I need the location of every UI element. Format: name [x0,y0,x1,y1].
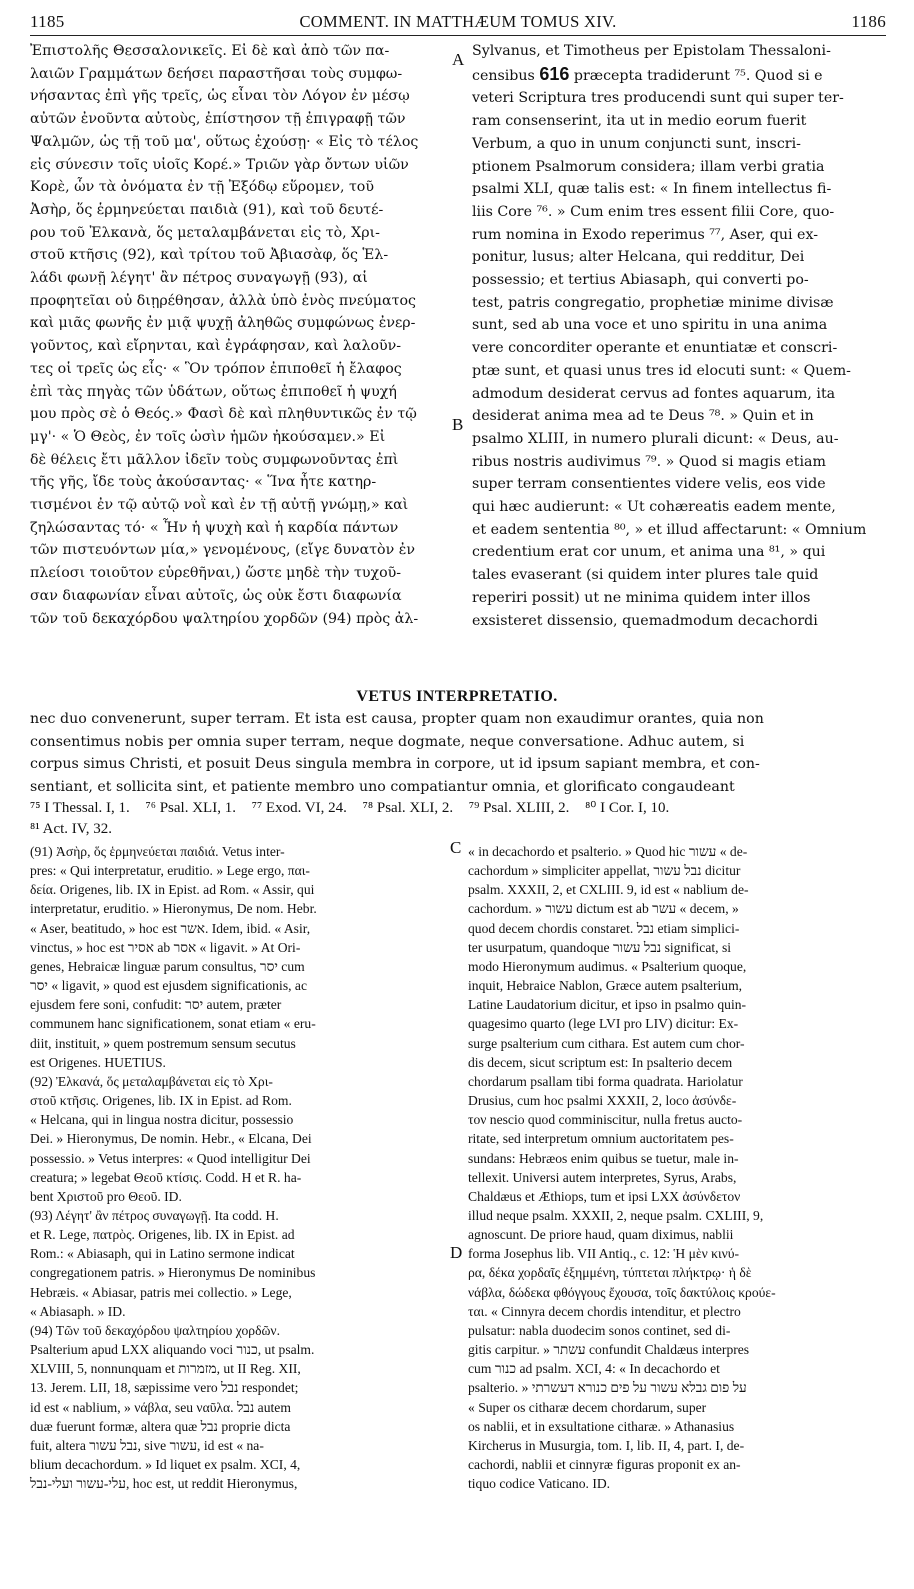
vetus-line: nec duo convenerunt, super terram. Et ista est causa, propter quam non exaudimur orantes, quia non [30,711,764,727]
note-line: ται. « Cinnyra decem chordis intenditur, et plectro [468,1303,741,1319]
note-line: blium decachordum. » Id liquet ex psalm. XCI, 4, [30,1457,301,1472]
latin-line: possessio; et tertius Abiasaph, qui converti po- [472,272,809,289]
margin-mark-c: C [450,838,462,857]
greek-line: γοῦντος, καὶ εἴρηνται, καὶ ἐγράφησαν, καὶ λαλοῦν- [30,338,402,355]
greek-line: λάδι φωνῇ λέγητ' ἂν πέτρος συναγωγῇ (93), αἱ [30,270,368,287]
note-line: δεία. Origenes, lib. IX in Epist. ad Rom. « Assir, qui [30,882,315,898]
note-line: congregationem patris. » Hieronymus De nominibus [30,1265,316,1281]
note-line: os nablii, et in exsultatione citharæ. » Athanasius [468,1418,735,1434]
greek-line: προφητεῖαι οὐ διῃρέθησαν, ἀλλὰ ὑπὸ ἑνὸς πνεύματος [30,292,416,309]
note-line: (93) Λέγητ' ἂν πέτρος συναγωγῇ. Ita codd. H. [30,1207,279,1223]
greek-line: τῆς γῆς, ἴδε τοὺς ἀκούσαντας· « Ἵνα ἦτε κατηρ- [30,474,377,491]
greek-line: τισμένοι ἐν τῷ αὐτῷ νοῒ καὶ ἐν τῇ αὐτῇ γνώμῃ,» καὶ [30,497,409,514]
note-line: psalterio. » על פום גבלא עשור על פים כנורא דעשרתי [468,1380,747,1396]
reference: ⁷⁵ I Thessal. I, 1. [30,800,130,816]
vetus-line: sentiant, et sollicita sint, et patiente membro uno compatiantur omnia, et glorificato congaudeant [30,779,735,796]
latin-line: Sylvanus, et Timotheus per Epistolam Thessaloni- [472,43,831,59]
note-line: cachordum. » עשור dictum est ab עשר « decem, » [468,901,739,917]
notes-left-column [30,842,448,1493]
note-line: « Abiasaph. » ID. [30,1303,126,1319]
latin-line: ram consenserint, ita ut in medio eorum fuerit [472,113,807,130]
note-line: gitis carpitur. » עשתר confundit Chaldæus interpres [468,1342,750,1358]
latin-line: super terram consentientes videre velis, eos vide [472,476,826,493]
note-line: ρα, δέκα χορδαῖς ἐξημμένη, τύπτεται πλήκτρῳ· ἡ δὲ [468,1265,752,1281]
note-line: עלי-עשור ועלי-נבל, hoc est, ut reddit Hieronymus, [30,1476,298,1492]
note-line: forma Josephus lib. VII Antiq., c. 12: Ἡ μὲν κινύ- [468,1246,740,1262]
note-line: tiquo codice Vaticano. ID. [468,1476,611,1492]
note-line: bent Χριστοῦ pro Θεοῦ. ID. [30,1188,182,1204]
greek-line: Ἐπιστολῆς Θεσσαλονικεῖς. Εἰ δὲ καὶ ἀπὸ τῶν πα- [30,43,390,59]
latin-line: admodum desiderat cervus ad fontes aquarum, ita [472,385,836,402]
greek-line: δὲ θέλεις ἔτι μᾶλλον ἰδεῖν τοὺς συμφωνοῦντας ἐπὶ [30,451,399,468]
note-line: fuit, altera נבל עשור, sive עשור, id est « na- [30,1437,264,1453]
note-line: duæ fuerunt formæ, altera quæ נבל proprie dicta [30,1418,291,1434]
note-line: pres: « Qui interpretatur, eruditio. » Lege ergo, παι- [30,863,310,879]
latin-line: ptionem Psalmorum considera; illam verbi gratia [472,158,825,175]
note-line: τον nescio quod comminiscitur, nulla fretus aucto- [468,1112,743,1128]
note-line: στοῦ κτῆσις. Origenes, lib. IX in Epist. ad Rom. [30,1093,292,1109]
latin-line: ribus nostris audivimus ⁷⁹. » Quod si magis etiam [472,453,826,470]
note-line: XLVIII, 5, nonnunquam et מזמרות, ut II Reg. XII, [30,1361,301,1377]
right-page-number: 1186 [851,12,886,31]
latin-line: liis Core ⁷⁶. » Cum enim tres essent filii Core, quo- [472,203,835,220]
note-line: chordarum psallam tibi forma quadrata. Hariolatur [468,1073,743,1089]
greek-line: Κορὲ, ὧν τὰ ὀνόματα ἐν τῇ Ἐξόδῳ εὕρομεν, τοῦ [30,179,374,196]
note-line: יסר « ligavit, » quod est ejusdem significationis, ac [30,978,307,994]
greek-line: καὶ μιᾶς φωνῆς ἐν μιᾷ ψυχῇ ἀληθῶς συμφώνως ἐνερ- [30,315,416,332]
note-line: est Origenes. HUETIUS. [30,1054,166,1070]
note-line: genes, Hebraicæ linguæ parum consultus, יסר cum [30,958,305,974]
note-line: modo Hieronymum audimus. « Psalterium quoque, [468,958,747,974]
latin-line-fragment: censibus [472,67,535,84]
header-rule [30,35,886,36]
note-line: quod decem chordis constaret. נבל etiam simplici- [468,920,740,936]
greek-text-column [30,40,450,630]
latin-line: vere concorditer operante et enuntiatæ et conscri- [472,340,838,357]
note-line: Latine Laudatorium dicitur, et ipso in psalmo quin- [468,997,747,1013]
scripture-references [30,798,888,840]
vetus-line: consentimus nobis per omnia super terram, neque dogmate, neque conversatione. Adhuc autem, si [30,733,745,750]
greek-line: σαν διαφωνίαν εἶναι αὐτοῖς, ὡς οὐκ ἔστι διαφωνία [30,587,402,604]
greek-line: στοῦ κτῆσις (92), καὶ τρίτου τοῦ Ἀβιασὰφ, ὅς Ἑλ- [30,247,389,264]
latin-line: tales evaserant (si quidem inter plures tale quid [472,567,819,584]
latin-line: psalmo XLIII, in numero plurali dicunt: « Deus, au- [472,430,839,447]
left-page-number: 1185 [30,12,65,31]
note-line: cachordum » simpliciter appellat, נבל עשור dicitur [468,863,741,879]
note-line: ritate, sed interpretum omnium auctoritatem pes- [468,1131,734,1147]
note-line: cachordi, nablii et cinnyræ figuras proponit ex an- [468,1457,741,1472]
greek-line: ἐπὶ τὰς πηγὰς τῶν ὑδάτων, οὕτως ἐπιποθεῖ ἡ ψυχή [30,383,397,400]
latin-line-with-column-number [472,63,890,88]
reference: ⁷⁷ Exod. VI, 24. [251,800,347,816]
greek-line: ρου τοῦ Ἐλκανὰ, ὅς μεταλαμβάνεται εἰς τὸ, Χρι- [30,224,380,241]
note-line: pulsatur: nabla duodecim sonos continet, sed di- [468,1322,731,1338]
note-line: id est « nablium, » νάβλα, seu ναῦλα. נבל autem [30,1399,291,1415]
note-line: « Aser, beatitudo, » hoc est אשר. Idem, ibid. « Asir, [30,920,311,936]
greek-line: λαιῶν Γραμμάτων δεήσει παραστῆσαι τοὺς συμφω- [30,65,403,82]
reference: ⁷⁶ Psal. XLI, 1. [145,800,236,816]
reference: ⁷⁹ Psal. XLIII, 2. [468,800,570,816]
note-line: ter usurpatum, quandoque נבל עשור significat, si [468,939,732,955]
greek-line: Ἀσὴρ, ὅς ἑρμηνεύεται παιδιὰ (91), καὶ τοῦ δευτέ- [30,201,384,218]
note-line: illud neque psalm. XXXII, 2, neque psalm. CXLIII, 9, [468,1207,764,1223]
note-line: Psalterium apud LXX aliquando voci כנור, ut psalm. [30,1342,315,1358]
note-line: et R. Lege, πατρὸς. Origenes, lib. IX in Epist. ad [30,1227,295,1243]
latin-line: veteri Scriptura tres producendi sunt qui super ter- [472,90,844,107]
note-line: « Super os citharæ decem chordarum, super [468,1399,707,1415]
greek-line: αὐτῶν ἐνοῦντα αὐτοὺς, ἐπίστησον τῇ ἐπιγραφῇ τῶν [30,111,406,128]
latin-line: credentium erat cor unum, et anima una ⁸¹, » qui [472,544,826,561]
latin-line: qui hæc audierunt: « Ut cohæreatis eadem mente, [472,499,836,516]
note-line: interpretatur, eruditio. » Hieronymus, De nom. Hebr. [30,901,317,917]
greek-line: πλείοσι τοιοῦτον εὑρεθῆναι,) ὥστε μηδὲ τὴν τυχοῦ- [30,565,402,582]
note-line: 13. Jerem. LII, 18, sæpissime vero נבל respondet; [30,1380,299,1396]
column-number-616: 616 [539,63,570,84]
note-line: cum כנור ad psalm. XCI, 4: « In decachordo et [468,1361,720,1377]
reference: ⁸⁰ I Cor. I, 10. [585,800,670,816]
latin-line: desiderat anima mea ad te Deus ⁷⁸. » Quin et in [472,408,814,425]
note-line: communem hanc significationem, sonat etiam « eru- [30,1016,316,1032]
note-line: dis decem, sicut scriptum est: In psalterio decem [468,1054,733,1070]
greek-line: τες οἱ τρεῖς ὡς εἷς· « Ὃν τρόπον ἐπιποθεῖ ἡ ἔλαφος [30,360,402,377]
latin-line: ptæ sunt, et quasi unus tres id elocuti sunt: « Quem- [472,362,851,379]
latin-line: ponitur, lusus; alter Helcana, qui redditur, Dei [472,249,805,266]
vetus-interpretatio-heading: VETUS INTERPRETATIO. [356,688,558,705]
latin-line: reperiri possit) ut ne minima quidem inter illos [472,589,811,606]
greek-line: νήσαντας ἐπὶ γῆς τρεῖς, ὡς εἶναι τὸν Λόγον ἐν μέσῳ [30,88,410,105]
greek-line: εἰς σύνεσιν τοῖς υἱοῖς Κορέ.» Τριῶν γὰρ ὄντων υἱῶν [30,156,409,173]
note-line: νάβλα, δώδεκα φθόγγους ἔχουσα, τοῖς δακτύλοις κρούε- [468,1284,776,1300]
note-line: « in decachordo et psalterio. » Quod hic עשור « de- [468,844,748,859]
reference: ⁷⁸ Psal. XLI, 2. [362,800,454,816]
note-line: Drusius, cum hoc psalmi XXXII, 2, loco ἀσύνδε- [468,1093,737,1109]
note-line: Chaldæus et Æthiops, tum et ipsi LXX ἀσύνδετον [468,1188,741,1204]
running-title: COMMENT. IN MATTHÆUM TOMUS XIV. [299,12,617,31]
greek-line: Ψαλμῶν, ὡς τῇ τοῦ μα', οὕτως ἐχούσῃ· « Εἰς τὸ τέλος [30,133,419,150]
latin-text-column [472,40,890,632]
note-line: psalm. XXXII, 2, et CXLIII. 9, id est « nablium de- [468,882,749,898]
note-line: diit, instituit, » quem postremum sensum secutus [30,1035,296,1051]
latin-line: exsisteret dissensio, quemadmodum decachordi [472,612,818,629]
note-line: « Helcana, qui in lingua nostra dicitur, possessio [30,1112,294,1128]
note-line: sundans: Hebræos enim quibus se tuetur, male in- [468,1150,739,1166]
note-line: (92) Ἐλκανά, ὅς μεταλαμβάνεται εἰς τὸ Χρι- [30,1073,273,1089]
note-line: inquit, Hebraice Nablon, Græce autem psalterium, [468,978,743,994]
latin-line-fragment: præcepta tradiderunt ⁷⁵. Quod si e [573,67,823,84]
note-line: possessio. » Vetus interpres: « Quod intelligitur Dei [30,1150,311,1166]
latin-line: psalmi XLI, quæ talis est: « In finem intellectus fi- [472,181,832,198]
latin-line: test, patris congregatio, prophetiæ minime divisæ [472,294,834,311]
note-line: agnoscunt. De priore haud, quam diximus, nablii [468,1227,734,1243]
running-header [30,8,886,36]
note-line: Kircherus in Musurgia, tom. I, lib. II, 4, part. I, de- [468,1437,745,1453]
margin-mark-a: A [452,50,465,69]
margin-mark-d: D [450,1243,463,1262]
note-line: surge psalterium cum cithara. Est autem cum chor- [468,1035,745,1051]
greek-line: τῶν τοῦ δεκαχόρδου ψαλτηρίου χορδῶν (94) πρὸς ἀλ- [30,610,419,627]
note-line: Rom.: « Abiasaph, qui in Latino sermone indicat [30,1246,295,1262]
margin-mark-b: B [452,415,464,434]
greek-line: μγ'· « Ὁ Θεὸς, ἐν τοῖς ὠσὶν ἡμῶν ἠκούσαμεν.» Εἰ [30,428,386,445]
vetus-interpretatio-text [30,708,888,799]
note-line: vinctus, » hoc est אסיר ab אסר « ligavit. » At Ori- [30,939,301,955]
note-line: (94) Τῶν τοῦ δεκαχόρδου ψαλτηρίου χορδῶν. [30,1322,280,1338]
greek-line: μου πρὸς σὲ ὁ Θεός.» Φασὶ δὲ καὶ πληθυντικῶς ἐν τῷ [30,406,417,423]
latin-line: Verbum, a quo in unum conjuncti sunt, inscri- [472,135,801,152]
note-line: Hebræis. « Abiasar, patris mei collectio. » Lege, [30,1284,292,1300]
reference: ⁸¹ Act. IV, 32. [30,821,112,837]
notes-right-column [468,842,888,1493]
note-line: tellexit. Universi autem interpretes, Syrus, Arabs, [468,1169,737,1185]
greek-line: τῶν πιστευόντων μία,» γενομένους, (εἴγε δυνατὸν ἐν [30,542,415,559]
greek-line: ζηλώσαντας τό· « Ἦν ἡ ψυχὴ καὶ ἡ καρδία πάντων [30,519,399,536]
vetus-line: corpus simus Christi, et posuit Deus singula membra in corpore, ut id ipsum sapiant membra, et con- [30,756,760,773]
latin-line: rum nomina in Exodo reperimus ⁷⁷, Aser, qui ex- [472,226,818,243]
note-line: ejusdem fere soni, confudit: יסר autem, præter [30,997,282,1013]
latin-line: sunt, sed ab una voce et uno spiritu in una anima [472,317,828,334]
latin-line: et eadem sententia ⁸⁰, » et illud affectarunt: « Omnium [472,521,867,538]
note-line: creatura; » legebat Θεοῦ κτίσις. Codd. H et R. ha- [30,1169,302,1185]
note-line: (91) Ἀσὴρ, ὅς ἑρμηνεύεται παιδιά. Vetus inter- [30,844,285,859]
note-line: quagesimo quarto (lege LVI pro LIV) dicitur: Ex- [468,1016,739,1032]
note-line: Dei. » Hieronymus, De nomin. Hebr., « Elcana, Dei [30,1131,312,1147]
